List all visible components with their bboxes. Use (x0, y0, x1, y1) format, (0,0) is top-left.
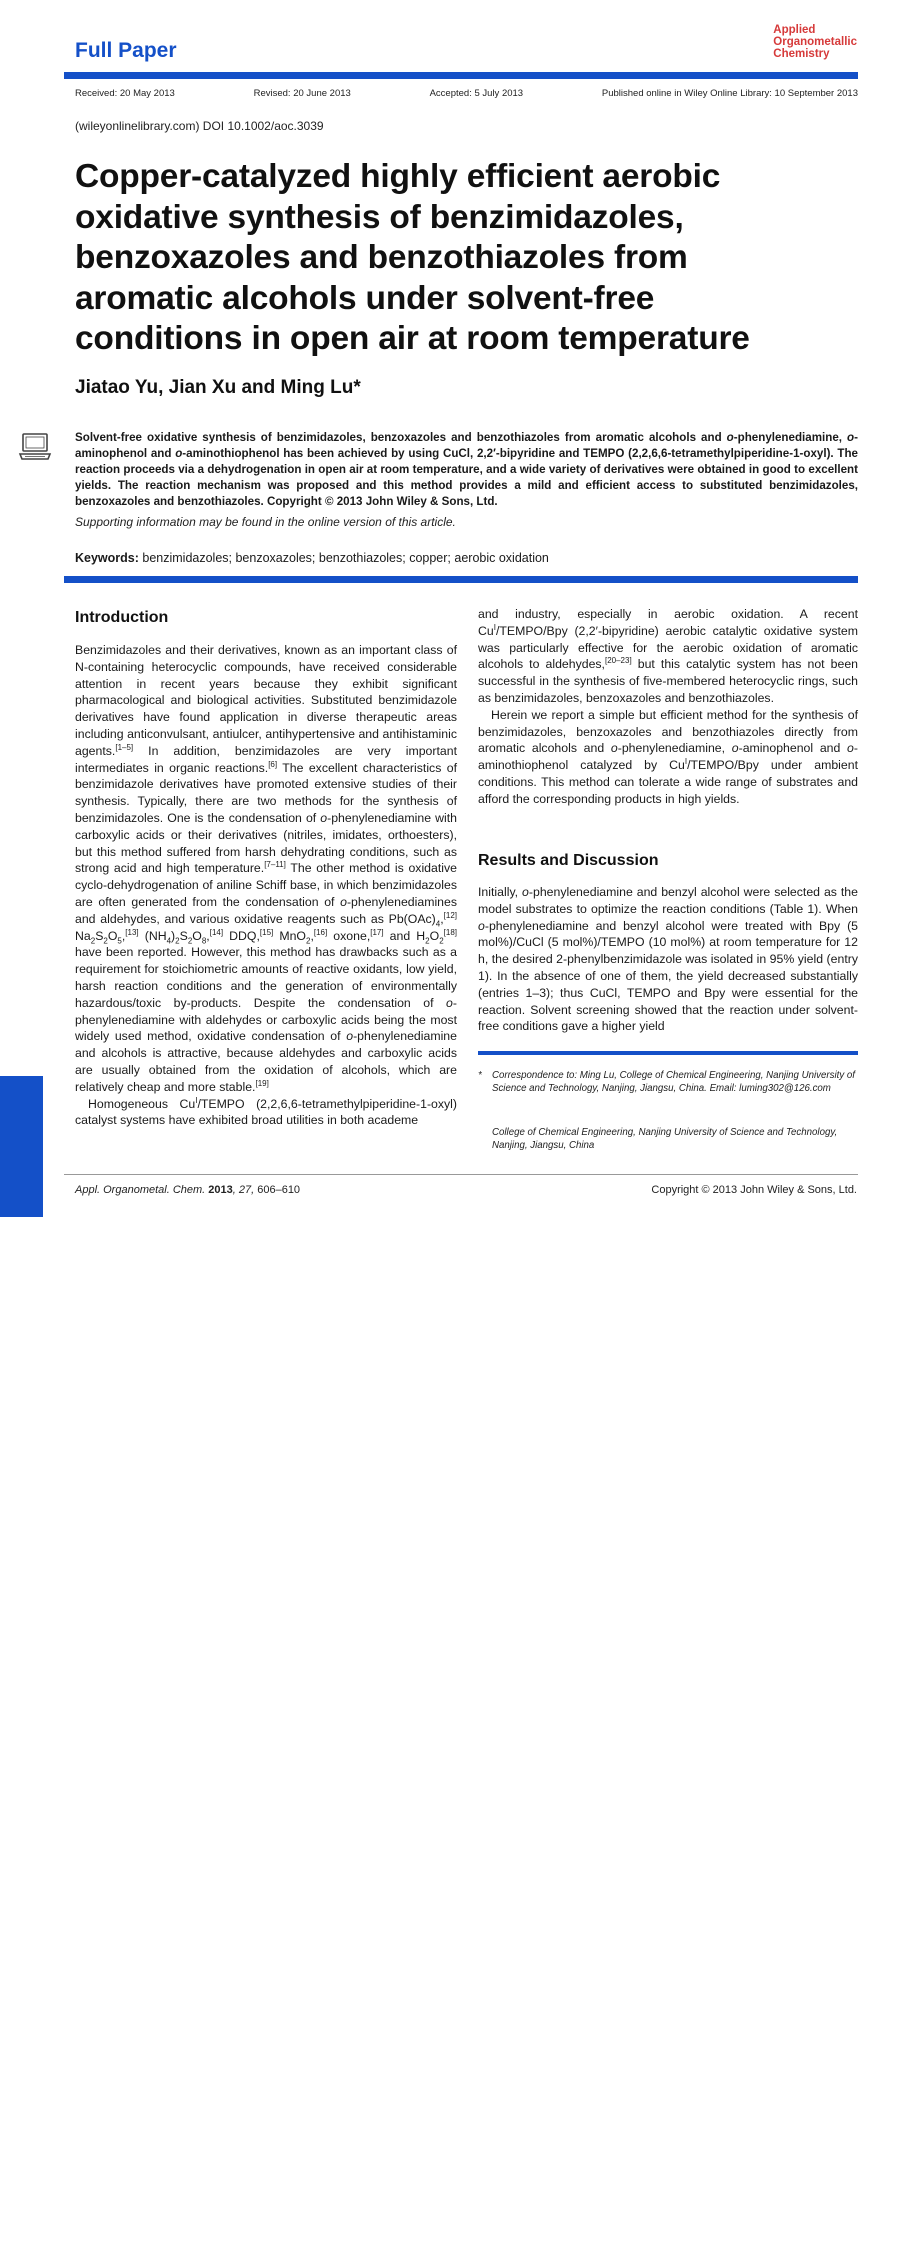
introduction-heading: Introduction (75, 609, 169, 626)
supporting-info-note: Supporting information may be found in the online version of this article. (75, 515, 456, 529)
footnote-rule (478, 1051, 858, 1055)
journal-abbrev: Appl. Organometal. Chem. (75, 1184, 206, 1196)
footnote-star: * (478, 1070, 482, 1081)
abstract-italic-3: o (175, 446, 183, 460)
section-rule (64, 576, 858, 583)
abstract (75, 430, 858, 510)
article-dates (75, 88, 858, 99)
accepted-date: Accepted: 5 July 2013 (429, 88, 524, 99)
journal-logo (773, 24, 857, 60)
citation-pages: 606–610 (254, 1184, 301, 1196)
citation-year: 2013 (205, 1184, 233, 1196)
affiliation-text: College of Chemical Engineering, Nanjing University of Science and Technology, Nanjing, Jiangsu, China (492, 1127, 838, 1151)
abstract-italic-2: o (847, 431, 855, 444)
citation-footer (75, 1184, 300, 1196)
author-list: Jiatao Yu, Jian Xu and Ming Lu* (75, 377, 361, 398)
abstract-text-2: -phenylenediamine, (733, 431, 848, 444)
affiliation-footnote (478, 1126, 858, 1152)
abstract-text-4: -aminothiophenol has been achieved by using CuCl, 2,2′-bipyridine and TEMPO (2,2,6,6-tetramethylpiperidine-1-oxyl). The reaction proceeds via a dehydrogenation in open air at room temperature, and a wide variety of derivatives were obtained in good to excellent yields. The reaction mechanism was proposed and this method provides a mild and efficient access to substituted benzimidazoles, benzoxazoles and benzothiazoles. Copyright © 2013 John Wiley & Sons, Ltd. (75, 446, 858, 508)
results-heading: Results and Discussion (478, 852, 659, 869)
computer-icon (18, 432, 52, 462)
revised-date: Revised: 20 June 2013 (253, 88, 351, 99)
header-rule (64, 72, 858, 79)
keywords-text: benzimidazoles; benzoxazoles; benzothiazoles; copper; aerobic oxidation (138, 551, 549, 565)
journal-logo-line-3: Chemistry (773, 48, 830, 60)
article-type-label: Full Paper (75, 39, 177, 62)
keywords-line (75, 551, 549, 565)
copyright-footer: Copyright © 2013 John Wiley & Sons, Ltd. (651, 1184, 857, 1196)
keywords-label: Keywords: (75, 551, 139, 565)
footer-rule (64, 1174, 858, 1175)
page-number: 606 (12, 2216, 33, 2248)
paper-title: Copper-catalyzed highly efficient aerobic oxidative synthesis of benzimidazoles, benzoxazoles and benzothiazoles from aromatic alcohols under solvent-free conditions in open air at room temperature (75, 158, 750, 357)
journal-logo-line-2: Organometallic (773, 36, 857, 48)
abstract-text-3: -aminophenol and (75, 431, 858, 460)
correspondence-footnote (478, 1069, 858, 1095)
introduction-body: Benzimidazoles and their derivatives, known as an important class of N-containing heterocyclic compounds, have received considerable attention in recent years because they exhibit significant pharmacological and biological activities. Substituted benzimidazole derivatives have found application in diverse therapeutic areas including anticonvulsant, antiulcer, antihypertensive and antihistaminic agents.[1–5] In addition, benzimidazoles are very important intermediates in organic reactions.[6] The excellent characteristics of benzimidazole derivatives have promoted extensive studies of their synthesis. Typically, there are two methods for the synthesis of benzimidazoles. One is the condensation of o-phenylenediamine with carboxylic acids or their derivatives (nitriles, imidates, orthoesters), but this method suffered from harsh dehydrating conditions, such as strong acid and high temperature.[7–11] The other method is oxidative cyclo-dehydrogenation of aniline Schiff base, in which benzimidazoles are often generated from the condensation of o-phenylenediamines and aldehydes, and various oxidative reagents such as $Pb(OAc)_4,[12]$ $Na_2S_2O_5,[13]$ $(NH_4)_2S_2O_8,[14]$ DDQ,[15] MnO$_2$,[16] oxone,[17] and $H_2O_2[18]$ have been reported. However, this method has drawbacks such as a requirement for stoichiometric amounts of reactive oxidants, low yield, harsh reaction conditions and the generation of environmentally hazardous/toxic by-products. Despite the condensation of o-phenylenediamine with aldehydes or carboxylic acids being the most widely used method, oxidative condensation of o-phenylenediamine and alcohols is attractive, because aldehydes and carboxylic acids are usually obtained from the oxidation of alcohols, which are relatively cheap and more stable.[19] Homogeneous $Cu^I$/TEMPO (2,2,6,6-tetramethylpiperidine-1-oxyl) catalyst systems have exhibited broad utilities in both academe (75, 643, 457, 1128)
published-date: Published online in Wiley Online Library: 10 September 2013 (601, 88, 858, 99)
abstract-text-1: Solvent-free oxidative synthesis of benzimidazoles, benzoxazoles and benzothiazoles from aromatic alcohols and (75, 431, 727, 444)
doi-line[interactable]: (wileyonlinelibrary.com) DOI 10.1002/aoc.3039 (75, 119, 324, 133)
abstract-italic-1: o (726, 431, 734, 444)
journal-logo-line-1: Applied (773, 24, 816, 36)
introduction-body-continued: and industry, especially in aerobic oxidation. A recent $Cu^I/TEMPO$/Bpy (2,2′-bipyridine) aerobic catalytic oxidative system was particularly effective for the aerobic oxidation of aromatic alcohols to aldehydes,[20–23] but this catalytic system has not been successful in the synthesis of five-membered heterocyclic rings, such as benzimidazoles, benzoxazoles and benzothiazoles. Herein we report a simple but efficient method for the synthesis of benzimidazoles, benzoxazoles and benzothiazoles directly from aromatic alcohols and o-phenylenediamine, o-aminophenol and o-aminothiophenol catalyzed by $Cu^I/TEMPO$/Bpy under ambient conditions. This method can tolerate a wide range of substrates and afford the corresponding products in high yields. (478, 607, 859, 806)
page-number-tab (0, 1076, 43, 2248)
results-body: Initially, o-phenylenediamine and benzyl alcohol were selected as the model substrates to optimize the reaction conditions (Table 1). When o-phenylenediamine and benzyl alcohol were treated with Bpy (5 mol%)/CuCl (5 mol%)/TEMPO (10 mol%) at room temperature for 12 h, the desired 2-phenylbenzimidazole was isolated in 95% yield (entry 1). In the absence of one of them, the yield decreased substantially (entries 1–3); thus CuCl, TEMPO and Bpy were essential for the reaction. Solvent screening showed that the reaction under solvent-free conditions gave a higher yield (478, 885, 858, 1034)
citation-volume: , 27, (232, 1184, 255, 1196)
received-date: Received: 20 May 2013 (75, 88, 175, 99)
correspondence-text: Correspondence to: Ming Lu, College of Chemical Engineering, Nanjing University of Science and Technology, Nanjing, Jiangsu, China. Email: luming302@126.com (492, 1070, 855, 1094)
